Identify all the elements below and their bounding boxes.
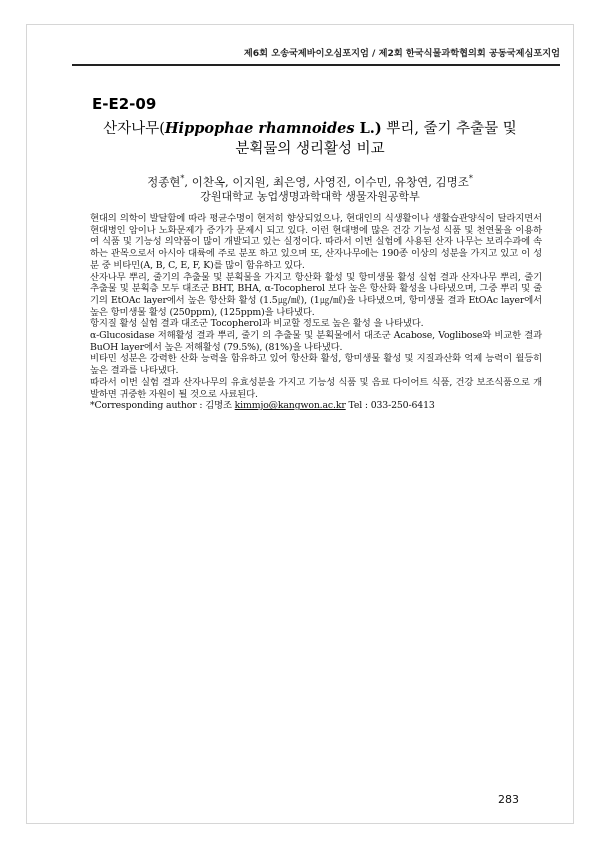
title-species: Hippophae rhamnoides [164, 120, 355, 137]
paragraph-conclusion: 따라서 이번 실험 결과 산자나무의 유효성분을 가지고 기능성 식품 및 음료 다이어트 식품, 건강 보조식품으로 개발하면 귀중한 자원이 될 것으로 사료된다. [90, 376, 542, 400]
paper-title [80, 119, 540, 159]
running-header: 제6회 오송국제바이오심포지엄 / 제2회 한국식물과학협의회 공동국제심포지엄 [243, 48, 560, 59]
corresponding-label: *Corresponding author : 김명조 [90, 400, 232, 412]
first-author: 정종현 [147, 174, 181, 189]
other-authors: , 이찬옥, 이지원, 최은영, 사영진, 이수민, 유창연, 김명조 [184, 174, 469, 189]
abstract-code: E-E2-09 [92, 95, 157, 113]
author-email: kimmjo@kangwon.ac.kr [234, 400, 346, 412]
corresponding-mark: * [468, 174, 473, 183]
paragraph-antioxidant: 산자나무 뿌리, 줄기의 추출물 및 분획물을 가지고 항산화 활성 및 항미생물 활성 실험 결과 산자나무 뿌리, 줄기 추출물 및 분획층 모두 대조군 BHT, BHA, α-Tocopherol 보다 높은 항산화 활성을 나타냈으며, 그중 뿌리 및 줄기의 EtOAc layer에서 높은 항산화 활성 (1.5㎍/㎖), (1㎍/㎖)을 나타냈으며, 항미생물 결과 EtOAc layer에서 높은 항미생물 활성 (250ppm), (125ppm)을 나타냈다. [90, 271, 542, 318]
paragraph-vitamin: 비타민 성분은 강력한 산화 능력을 함유하고 있어 항산화 활성, 항미생물 활성 및 지질과산화 억제 능력이 월등히 높은 결과를 나타냈다. [90, 353, 542, 377]
paragraph-introduction: 현대의 의학이 발달함에 따라 평균수명이 현저히 향상되었으나, 현대인의 식생활이나 생활습관양식이 달라지면서 현대병인 암이나 노화문제가 증가가 문제시 되고 있다. 이런 현대병에 많은 건강 기능성 식품 및 천연물을 이용하여 식품 및 기능성 의약품이 많이 개발되고 있는 실정이다. 따라서 이번 실험에 사용된 산자 나무는 보리수과에 속하는 관목으로서 아시아 대륙에 주로 분포 하고 있으며 또, 산자나무에는 190종 이상의 성분을 가지고 있고 이 성분 중 비타민(A, B, C, E, F, K)를 많이 함유하고 있다. [90, 213, 542, 271]
corresponding-author [90, 400, 542, 412]
title-prefix: 산자나무( [103, 121, 165, 137]
paragraph-antilipid: 항지질 활성 실험 결과 대조군 Tocopherol과 비교할 정도로 높은 활성 을 나타냈다. [90, 318, 424, 330]
title-species-author: L.) [354, 120, 382, 137]
title-line2: 분획물의 생리활성 비교 [235, 141, 385, 157]
header-rule [72, 64, 560, 66]
first-author-mark: * [180, 174, 185, 183]
page-number: 283 [498, 793, 519, 806]
abstract-body [90, 213, 542, 412]
paragraph-glucosidase: α-Glucosidase 저해활성 결과 뿌리, 줄기 의 추출물 및 분획물에서 대조군 Acabose, Voglibose와 비교한 결과 BuOH layer에서 높은 저해활성 (79.5%), (81%)을 나타냈다. [90, 330, 542, 353]
author-tel: Tel : 033-250-6413 [348, 400, 435, 412]
author-list [80, 170, 540, 191]
affiliation: 강원대학교 농업생명과학대학 생물자원공학부 [200, 190, 420, 203]
title-suffix: 뿌리, 줄기 추출물 및 [381, 121, 517, 137]
